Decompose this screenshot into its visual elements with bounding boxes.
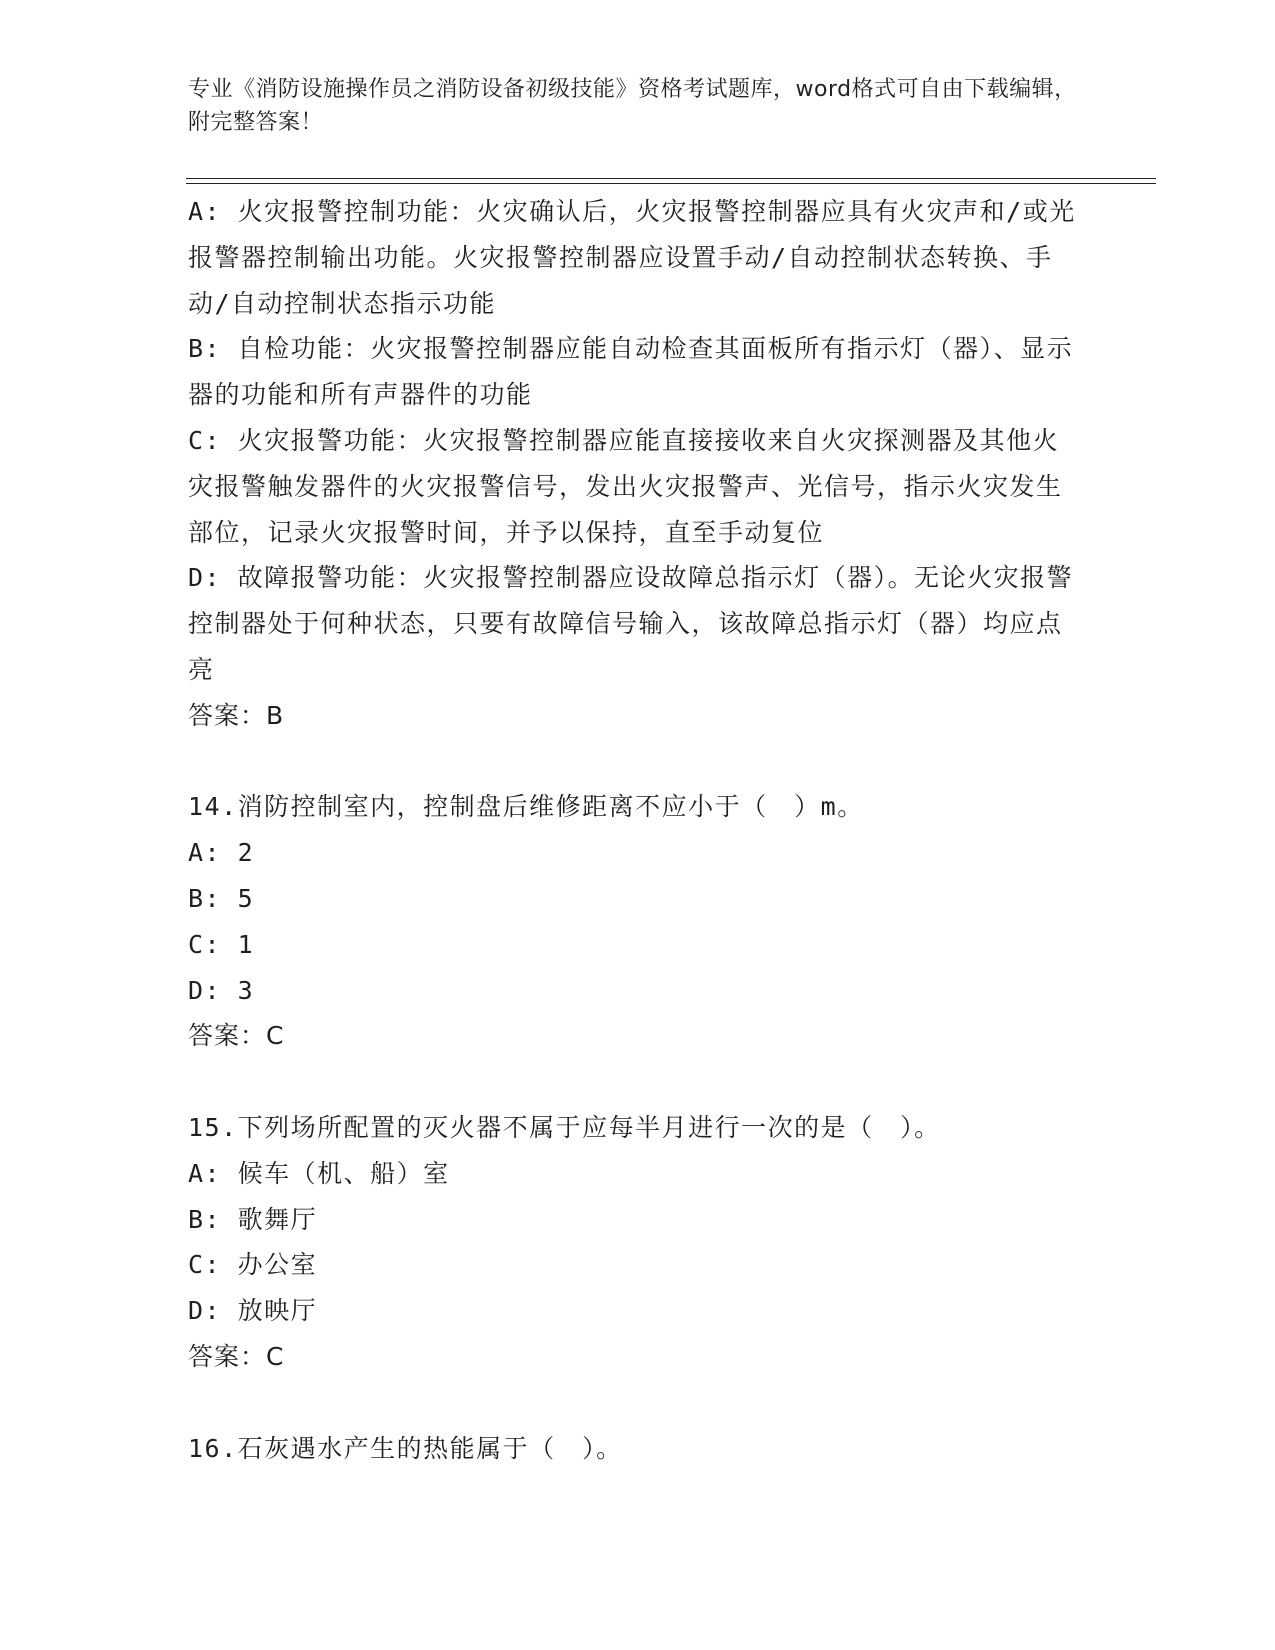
option-d: D: 3 <box>188 975 255 1005</box>
option-b: B: 歌舞厅 <box>188 1204 318 1234</box>
option-d: D: 放映厅 <box>188 1296 318 1326</box>
option-a: A: 候车（机、船）室 <box>188 1158 450 1188</box>
spacer <box>188 1059 1078 1105</box>
header-rule-bottom <box>186 183 1156 184</box>
option-c: C: 1 <box>188 929 255 959</box>
answer: 答案：C <box>188 1341 285 1371</box>
option-c: C: 办公室 <box>188 1250 318 1280</box>
option-a: A: 火灾报警控制功能：火灾确认后，火灾报警控制器应具有火灾声和/或光报警器控制输出功能。火灾报警控制器应设置手动/自动控制状态转换、手动/自动控制状态指示功能 <box>188 197 1076 318</box>
question-16 <box>188 1426 1078 1472</box>
spacer <box>188 1380 1078 1426</box>
header-title: 专业《消防设施操作员之消防设备初级技能》资格考试题库，word格式可自由下载编辑，附完整答案！ <box>188 77 1077 135</box>
question-text: 14.消防控制室内，控制盘后维修距离不应小于（ ）m。 <box>188 792 864 822</box>
option-b: B: 5 <box>188 883 255 913</box>
option-d: D: 故障报警功能：火灾报警控制器应设故障总指示灯（器）。无论火灾报警控制器处于何种状态，只要有故障信号输入，该故障总指示灯（器）均应点亮 <box>188 563 1074 684</box>
question-14 <box>188 784 1078 1059</box>
question-content <box>188 189 1078 1471</box>
question-13 <box>188 189 1078 739</box>
header-rule-top <box>186 178 1156 179</box>
question-15 <box>188 1105 1078 1380</box>
spacer <box>188 739 1078 785</box>
option-b: B: 自检功能：火灾报警控制器应能自动检查其面板所有指示灯（器）、显示器的功能和所有声器件的功能 <box>188 334 1074 410</box>
answer: 答案：B <box>188 700 285 730</box>
answer: 答案：C <box>188 1021 285 1051</box>
option-a: A: 2 <box>188 838 255 868</box>
document-header <box>188 73 1088 139</box>
question-text: 16.石灰遇水产生的热能属于（ ）。 <box>188 1433 623 1463</box>
option-c: C: 火灾报警功能：火灾报警控制器应能直接接收来自火灾探测器及其他火灾报警触发器件的火灾报警信号，发出火灾报警声、光信号，指示火灾发生部位，记录火灾报警时间，并予以保持，直至手动复位 <box>188 425 1063 547</box>
question-text: 15.下列场所配置的灭火器不属于应每半月进行一次的是（ ）。 <box>188 1112 941 1142</box>
